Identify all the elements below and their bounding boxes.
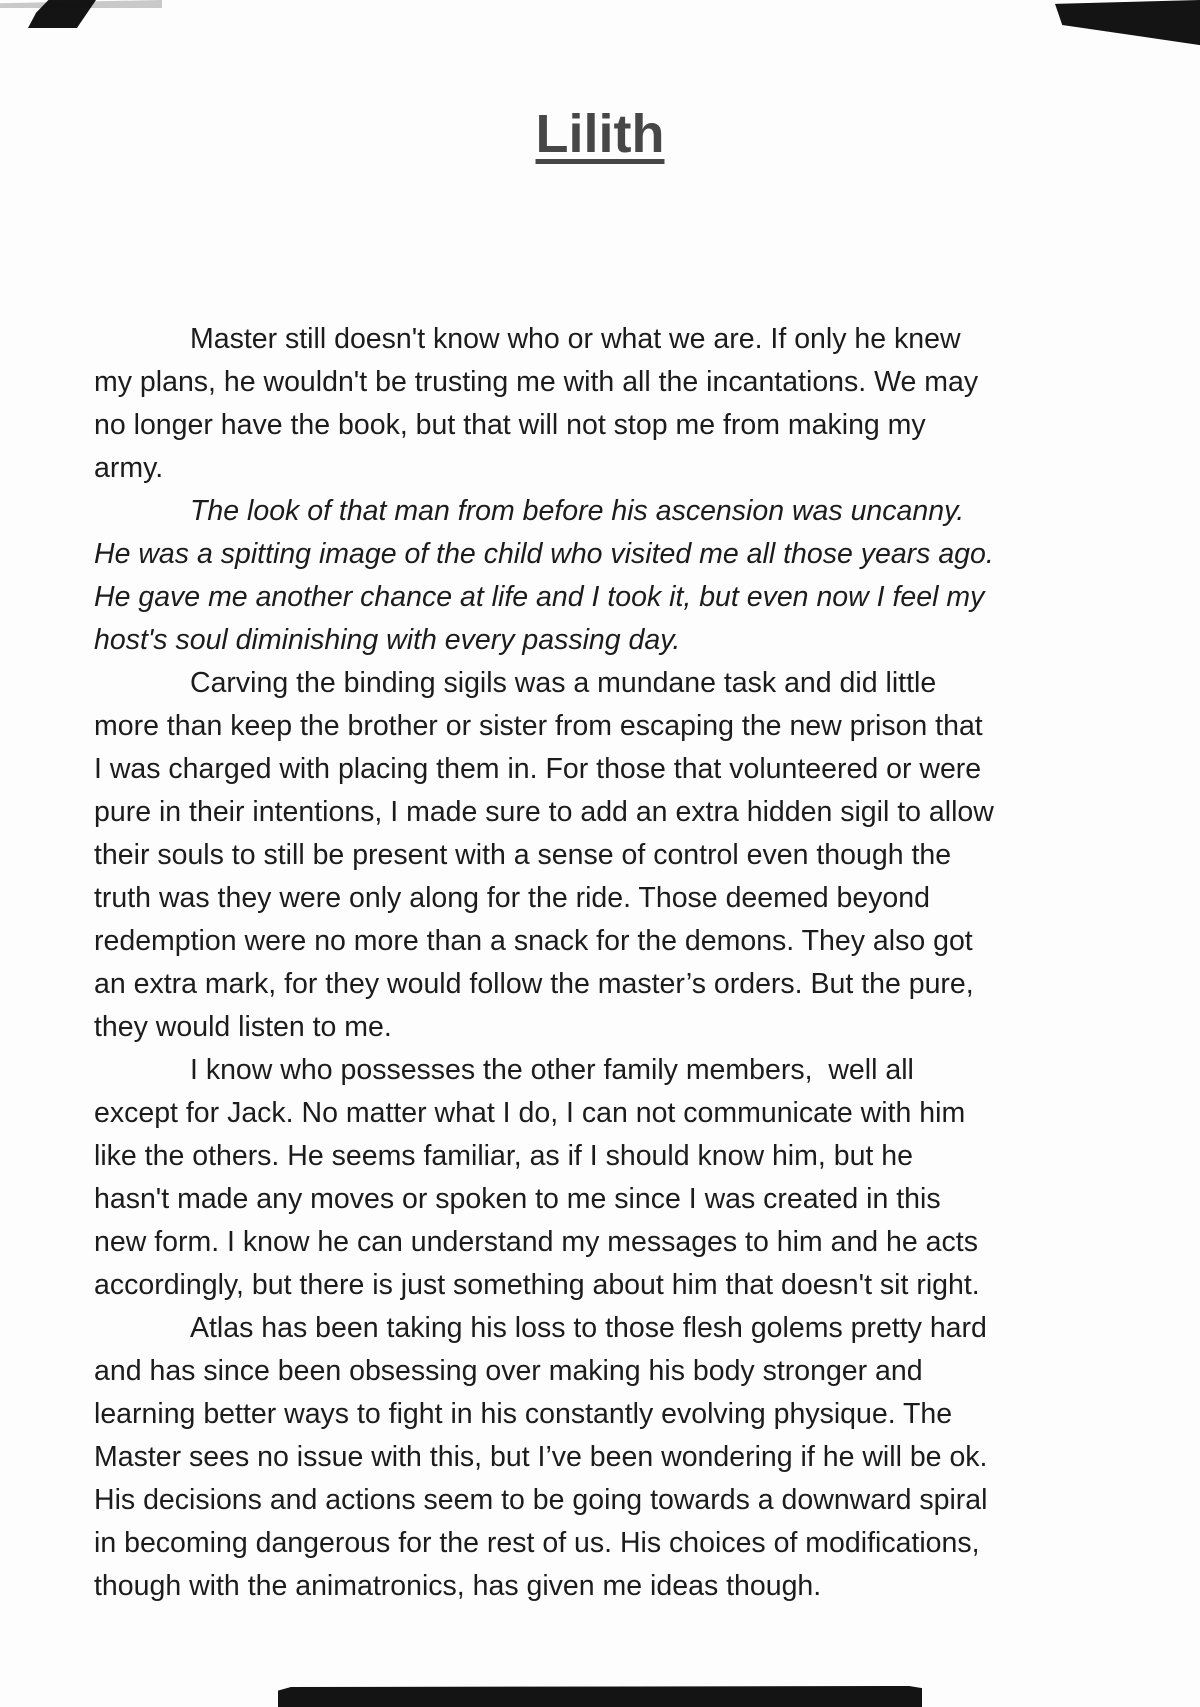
text-line: though with the animatronics, has given me ideas though. bbox=[94, 1570, 822, 1602]
text-line: pure in their intentions, I made sure to add an extra hidden sigil to allow bbox=[94, 796, 994, 828]
text-line: Carving the binding sigils was a mundane task and did little bbox=[190, 667, 937, 699]
text-line: more than keep the brother or sister from escaping the new prison that bbox=[94, 710, 983, 742]
text-line: He gave me another chance at life and I took it, but even now I feel my bbox=[94, 581, 985, 613]
text-line: truth was they were only along for the ride. Those deemed beyond bbox=[94, 882, 930, 914]
text-line: hasn't made any moves or spoken to me since I was created in this bbox=[94, 1183, 941, 1215]
text-line: host's soul diminishing with every passing day. bbox=[94, 624, 681, 656]
scan-artifact-bottom bbox=[278, 1686, 922, 1707]
text-line: redemption were no more than a snack for the demons. They also got bbox=[94, 925, 973, 957]
text-line: He was a spitting image of the child who visited me all those years ago. bbox=[94, 538, 994, 570]
document-body bbox=[94, 318, 1106, 1608]
text-line: Atlas has been taking his loss to those flesh golems pretty hard bbox=[190, 1312, 987, 1344]
text-line: Master still doesn't know who or what we are. If only he knew bbox=[190, 323, 961, 355]
document-title: Lilith bbox=[535, 104, 665, 164]
text-line: learning better ways to fight in his constantly evolving physique. The bbox=[94, 1398, 953, 1430]
text-line: army. bbox=[94, 452, 164, 484]
text-line: except for Jack. No matter what I do, I can not communicate with him bbox=[94, 1097, 966, 1129]
paragraph bbox=[94, 1307, 1106, 1608]
text-line: they would listen to me. bbox=[94, 1011, 392, 1043]
text-line: I was charged with placing them in. For those that volunteered or were bbox=[94, 753, 982, 785]
paragraph bbox=[94, 662, 1106, 1049]
paragraph bbox=[94, 318, 1106, 490]
text-line: like the others. He seems familiar, as if I should know him, but he bbox=[94, 1140, 913, 1172]
text-line: and has since been obsessing over making his body stronger and bbox=[94, 1355, 923, 1387]
text-line: in becoming dangerous for the rest of us. His choices of modifications, bbox=[94, 1527, 980, 1559]
text-line: I know who possesses the other family members, well all bbox=[190, 1054, 914, 1086]
text-line: The look of that man from before his ascension was uncanny. bbox=[190, 495, 965, 527]
text-line: no longer have the book, but that will not stop me from making my bbox=[94, 409, 926, 441]
text-line: an extra mark, for they would follow the master’s orders. But the pure, bbox=[94, 968, 974, 1000]
text-line: His decisions and actions seem to be going towards a downward spiral bbox=[94, 1484, 988, 1516]
paragraph bbox=[94, 490, 1106, 662]
text-line: new form. I know he can understand my messages to him and he acts bbox=[94, 1226, 978, 1258]
text-line: accordingly, but there is just something about him that doesn't sit right. bbox=[94, 1269, 980, 1301]
scan-artifact-top-right bbox=[1055, 0, 1200, 48]
text-line: their souls to still be present with a sense of control even though the bbox=[94, 839, 952, 871]
paragraph bbox=[94, 1049, 1106, 1307]
text-line: my plans, he wouldn't be trusting me with all the incantations. We may bbox=[94, 366, 979, 398]
text-line: Master sees no issue with this, but I’ve been wondering if he will be ok. bbox=[94, 1441, 988, 1473]
